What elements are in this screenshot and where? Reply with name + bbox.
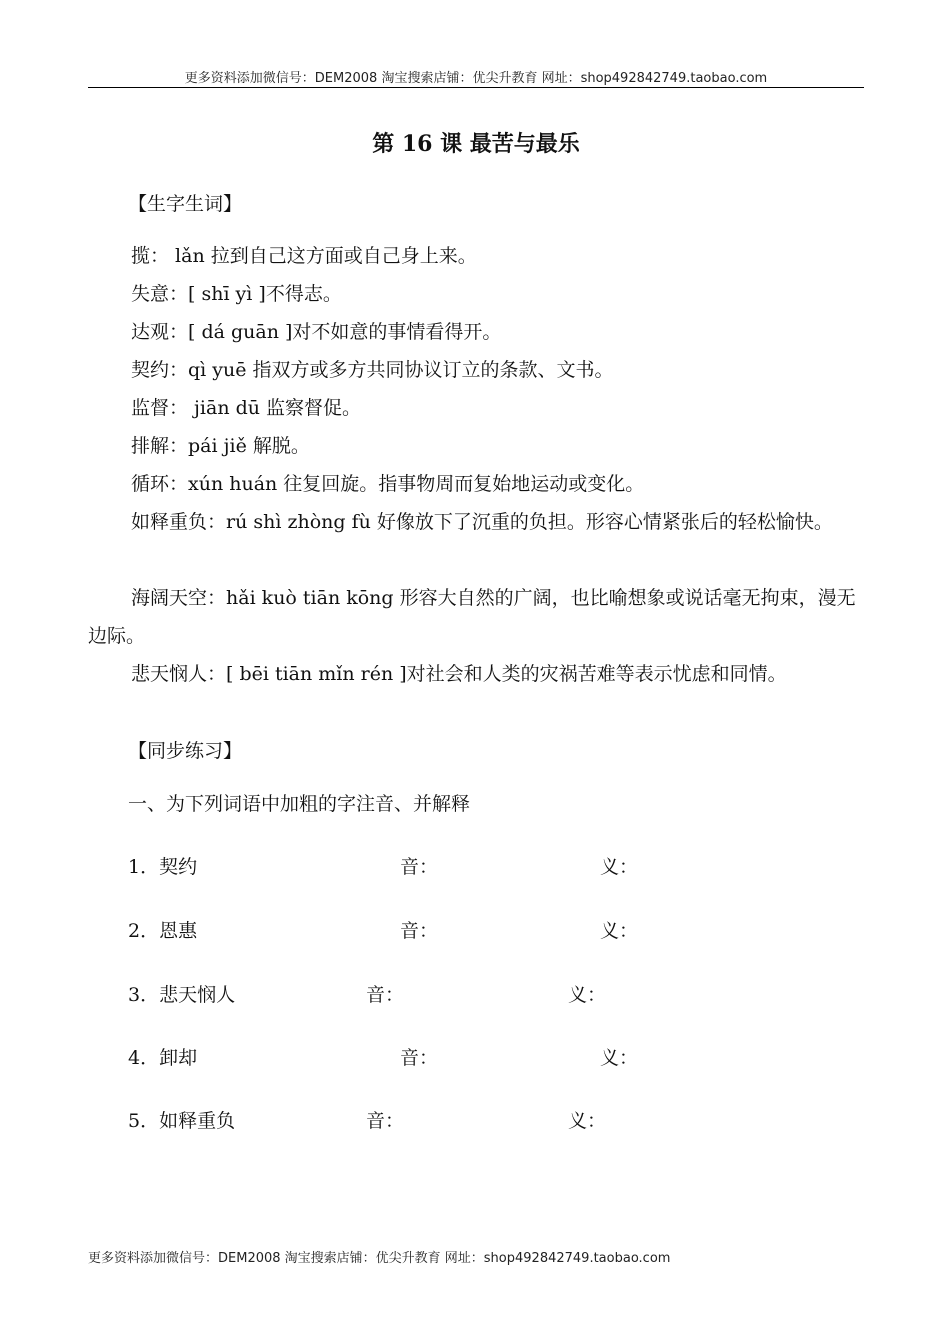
meaning-label: 义： — [568, 1110, 607, 1132]
exercise-word: 3．悲天悯人 — [128, 984, 236, 1006]
vocab-entry: 循环：xún huán 往复回旋。指事物周而复始地运动或变化。 — [131, 473, 645, 495]
exercise-instruction: 一、为下列词语中加粗的字注音、并解释 — [128, 793, 471, 815]
vocab-heading: 【生字生词】 — [128, 193, 243, 215]
vocab-entry: 失意：[ shī yì ]不得志。 — [131, 283, 342, 305]
meaning-label: 义： — [600, 920, 639, 942]
page-header: 更多资料添加微信号：DEM2008 淘宝搜索店铺：优尖升教育 网址：shop492842749.taobao.com — [184, 71, 768, 86]
meaning-label: 义： — [568, 984, 607, 1006]
vocab-entry: 如释重负：rú shì zhòng fù 好像放下了沉重的负担。形容心情紧张后的轻松愉快。 — [131, 511, 833, 533]
sound-label: 音： — [366, 984, 405, 1006]
meaning-label: 义： — [600, 856, 639, 878]
sound-label: 音： — [400, 856, 439, 878]
header-divider — [88, 87, 864, 88]
exercise-word: 2．恩惠 — [128, 920, 198, 942]
vocab-entry: 契约：qì yuē 指双方或多方共同协议订立的条款、文书。 — [131, 359, 614, 381]
practice-heading: 【同步练习】 — [128, 740, 243, 762]
vocab-entry: 海阔天空：hǎi kuò tiān kōng 形容大自然的广阔，也比喻想象或说话毫无拘束，漫无边际。 — [88, 587, 856, 647]
vocab-entry: 达观：[ dá guān ]对不如意的事情看得开。 — [131, 321, 502, 343]
sound-label: 音： — [366, 1110, 405, 1132]
vocab-entry: 揽： lǎn 拉到自己这方面或自己身上来。 — [131, 245, 477, 267]
exercise-word: 5．如释重负 — [128, 1110, 236, 1132]
exercise-word: 1．契约 — [128, 856, 198, 878]
sound-label: 音： — [400, 1047, 439, 1069]
lesson-title: 第 16 课 最苦与最乐 — [372, 131, 580, 157]
vocab-entry: 悲天悯人：[ bēi tiān mǐn rén ]对社会和人类的灾祸苦难等表示忧虑和同情。 — [131, 663, 787, 685]
exercise-word: 4．卸却 — [128, 1047, 198, 1069]
page-footer: 更多资料添加微信号：DEM2008 淘宝搜索店铺：优尖升教育 网址：shop492842749.taobao.com — [88, 1251, 671, 1266]
vocab-entry: 排解：pái jiě 解脱。 — [131, 435, 310, 457]
sound-label: 音： — [400, 920, 439, 942]
meaning-label: 义： — [600, 1047, 639, 1069]
vocab-entry: 监督： jiān dū 监察督促。 — [131, 397, 362, 419]
